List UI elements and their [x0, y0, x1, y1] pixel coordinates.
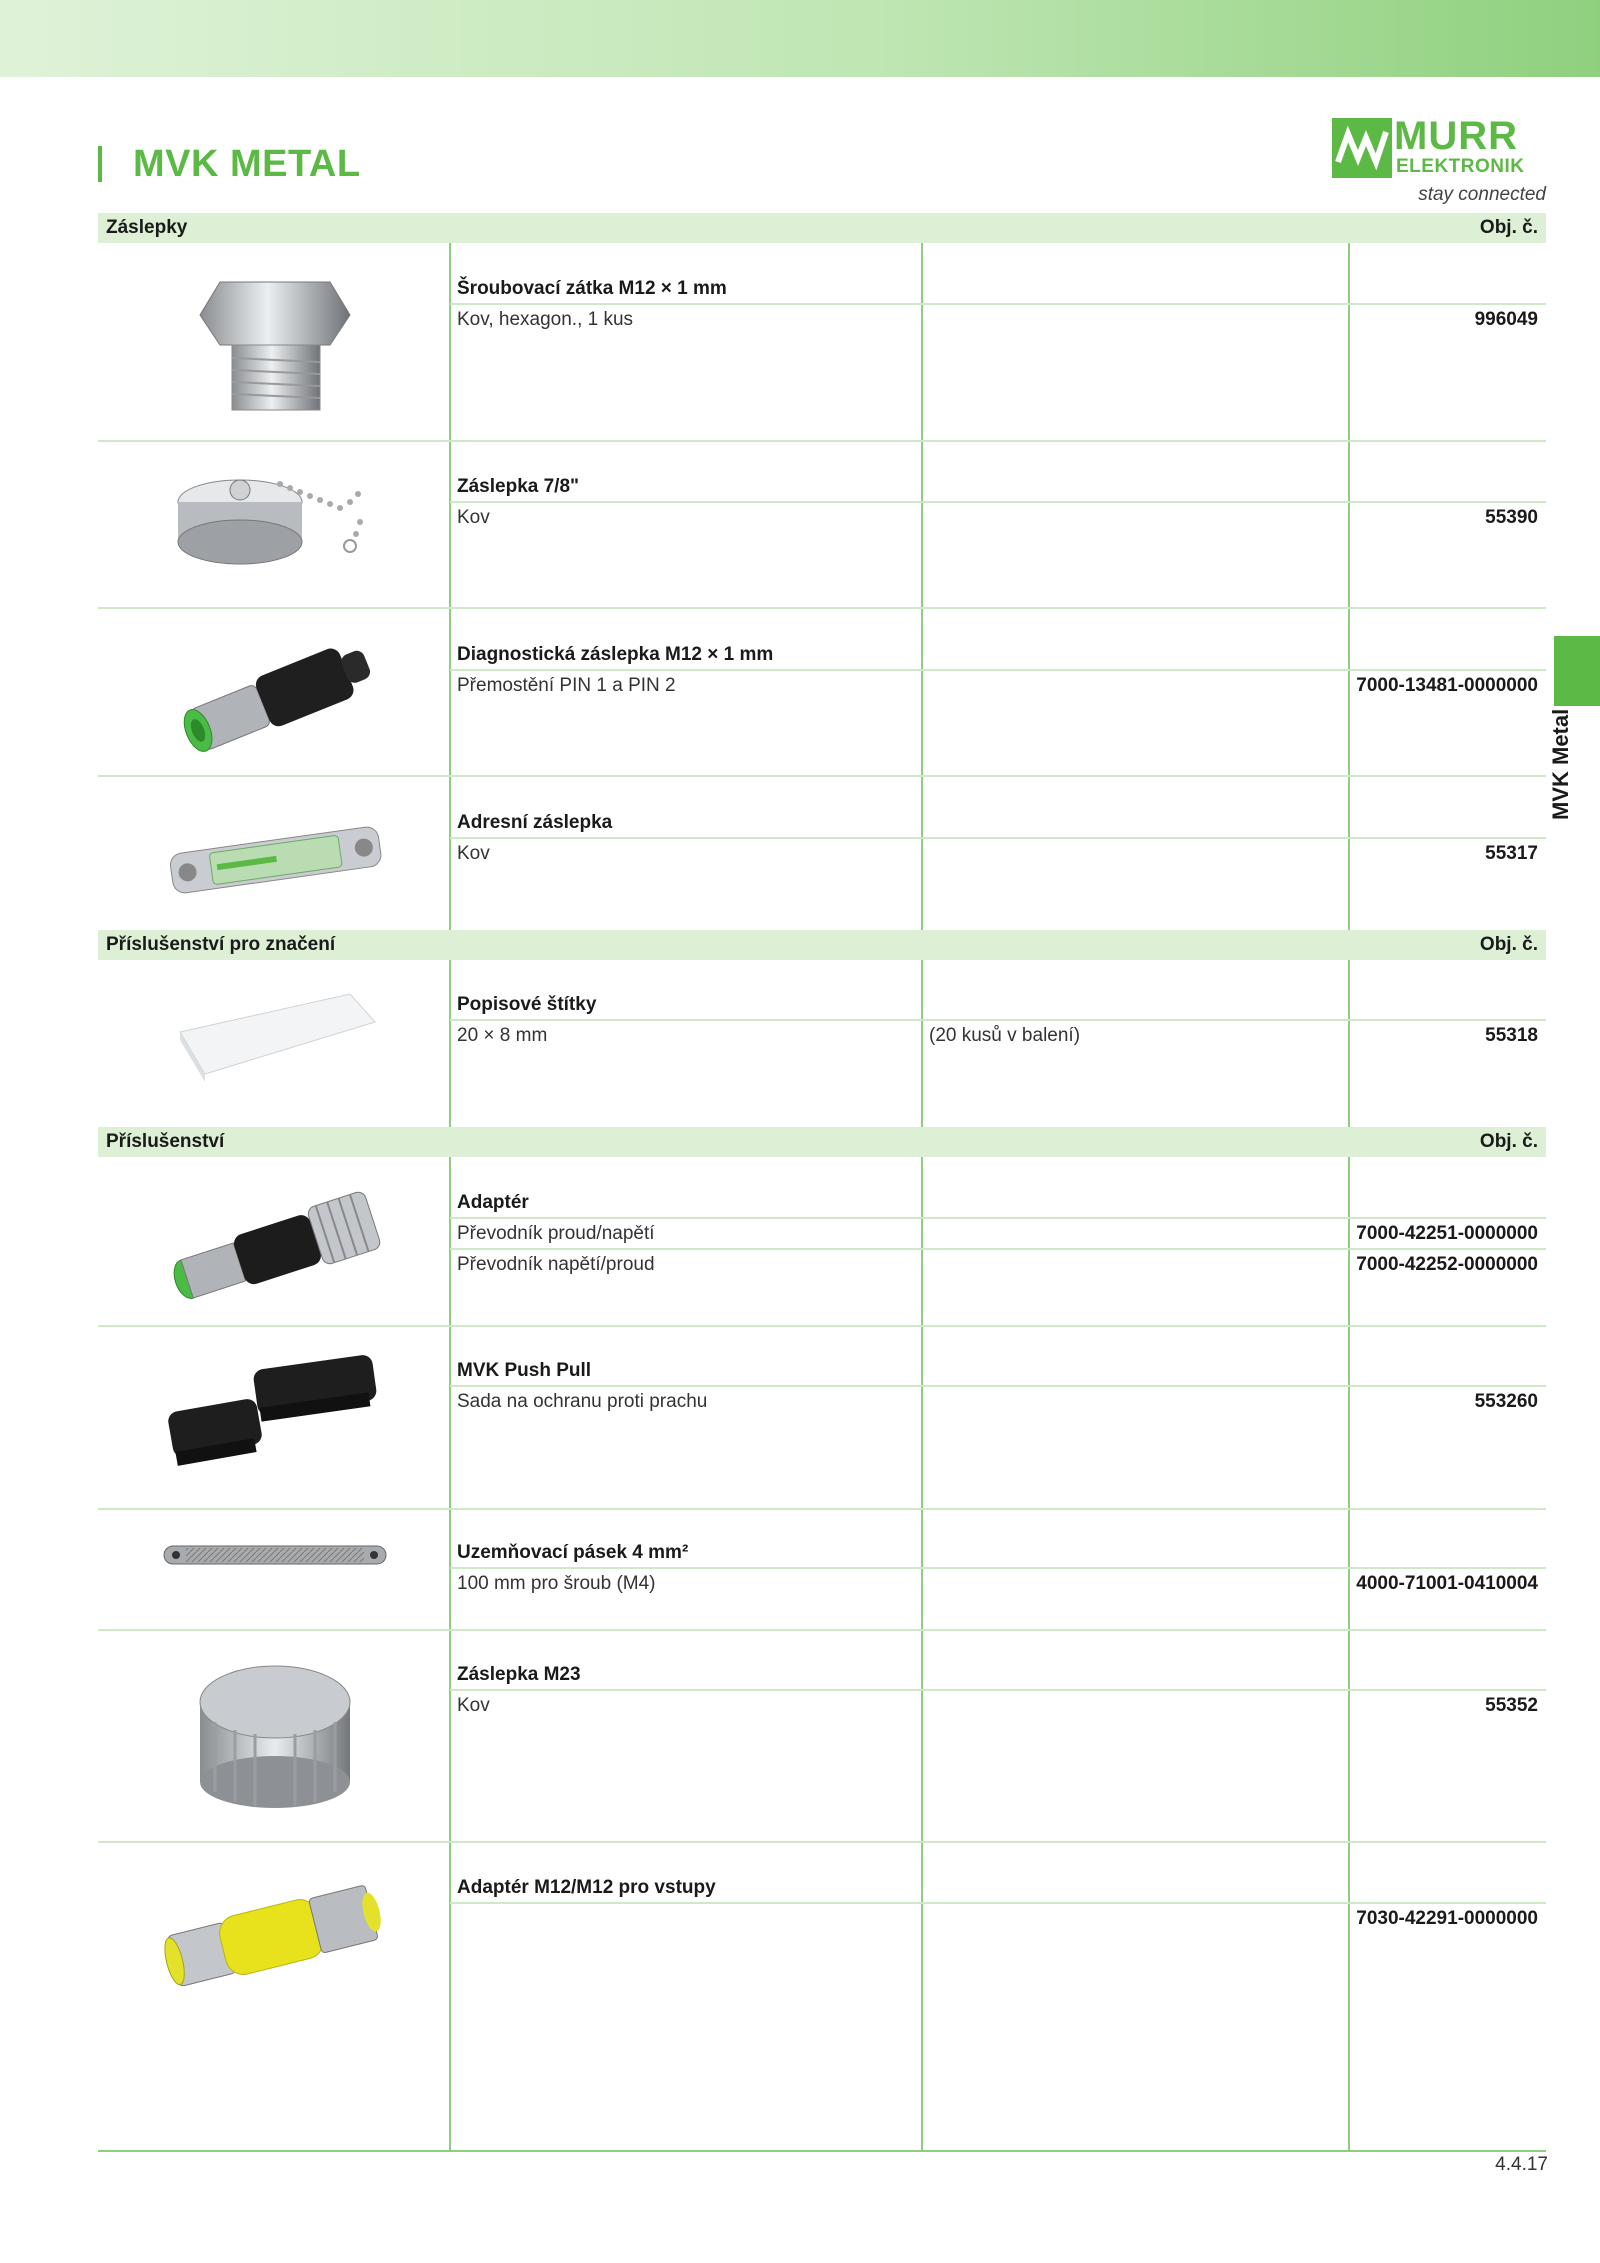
- hex-plug-image: [160, 270, 390, 420]
- product-desc: Převodník napětí/proud: [457, 1254, 655, 1275]
- product-desc: Kov: [457, 507, 490, 528]
- order-number: 7000-42252-0000000: [1356, 1254, 1538, 1275]
- order-number: 55318: [1485, 1025, 1538, 1046]
- product-name: Uzemňovací pásek 4 mm²: [457, 1542, 689, 1563]
- diagnostic-plug-image: [160, 632, 390, 757]
- product-name: Šroubovací zátka M12 × 1 mm: [457, 278, 727, 299]
- order-number: 55317: [1485, 843, 1538, 864]
- order-number: 7030-42291-0000000: [1356, 1908, 1538, 1929]
- column-divider: [1348, 213, 1350, 2151]
- logo-mark-icon: [1332, 118, 1392, 178]
- section-label: Příslušenství pro značení: [106, 934, 336, 955]
- section-header-oznaceni: [98, 930, 1546, 960]
- product-desc: Kov: [457, 843, 490, 864]
- address-plug-image: [160, 800, 390, 910]
- company-logo: [1332, 114, 1546, 208]
- product-desc: Sada na ochranu proti prachu: [457, 1391, 708, 1412]
- column-divider: [921, 213, 923, 2151]
- order-number-header: Obj. č.: [1479, 1131, 1538, 1152]
- product-name: Adaptér M12/M12 pro vstupy: [457, 1877, 716, 1898]
- chain-cap-image: [160, 462, 390, 572]
- section-label: Záslepky: [106, 217, 188, 238]
- product-name: Záslepka M23: [457, 1664, 581, 1685]
- m12-adapter-image: [160, 1868, 390, 1993]
- section-header-zaslepky: [98, 213, 1546, 243]
- product-note: (20 kusů v balení): [929, 1025, 1081, 1046]
- page-number: 4.4.17: [1495, 2154, 1548, 2175]
- top-band: [0, 0, 1600, 77]
- order-number: 4000-71001-0410004: [1356, 1573, 1538, 1594]
- product-name: Diagnostická záslepka M12 × 1 mm: [457, 644, 774, 665]
- product-desc: 100 mm pro šroub (M4): [457, 1573, 656, 1594]
- section-header-prislusenstvi: [98, 1127, 1546, 1157]
- order-number: 7000-42251-0000000: [1356, 1223, 1538, 1244]
- logo-brand: MURR: [1394, 114, 1518, 158]
- product-name: MVK Push Pull: [457, 1360, 592, 1381]
- product-name: Popisové štítky: [457, 994, 597, 1015]
- order-number: 553260: [1474, 1391, 1538, 1412]
- title-accent-bar: [98, 146, 102, 182]
- product-name: Adresní záslepka: [457, 812, 613, 833]
- product-desc: Převodník proud/napětí: [457, 1223, 655, 1244]
- product-desc: 20 × 8 mm: [457, 1025, 548, 1046]
- m23-cap-image: [160, 1652, 390, 1817]
- logo-sub: ELEKTRONIK: [1396, 156, 1525, 177]
- logo-tagline: stay connected: [1418, 184, 1546, 205]
- order-number-header: Obj. č.: [1479, 934, 1538, 955]
- order-number-header: Obj. č.: [1479, 217, 1538, 238]
- ground-strap-image: [160, 1540, 390, 1570]
- order-number: 996049: [1474, 309, 1538, 330]
- product-name: Adaptér: [457, 1192, 529, 1213]
- section-label: Příslušenství: [106, 1131, 225, 1152]
- side-label: MVK Metal: [1548, 708, 1573, 820]
- order-number: 55390: [1485, 507, 1538, 528]
- product-desc: Kov, hexagon., 1 kus: [457, 309, 634, 330]
- order-number: 55352: [1485, 1695, 1538, 1716]
- product-name: Záslepka 7/8": [457, 476, 580, 497]
- product-desc: Kov: [457, 1695, 490, 1716]
- bottom-rule: [98, 2150, 1546, 2152]
- product-desc: Přemostění PIN 1 a PIN 2: [457, 675, 676, 696]
- dust-caps-image: [160, 1350, 390, 1475]
- column-divider: [449, 213, 451, 2151]
- side-tab-marker: [1554, 636, 1600, 706]
- adapter-image: [160, 1180, 390, 1305]
- order-number: 7000-13481-0000000: [1356, 675, 1538, 696]
- page-title: MVK METAL: [133, 143, 361, 185]
- label-tag-image: [160, 982, 390, 1092]
